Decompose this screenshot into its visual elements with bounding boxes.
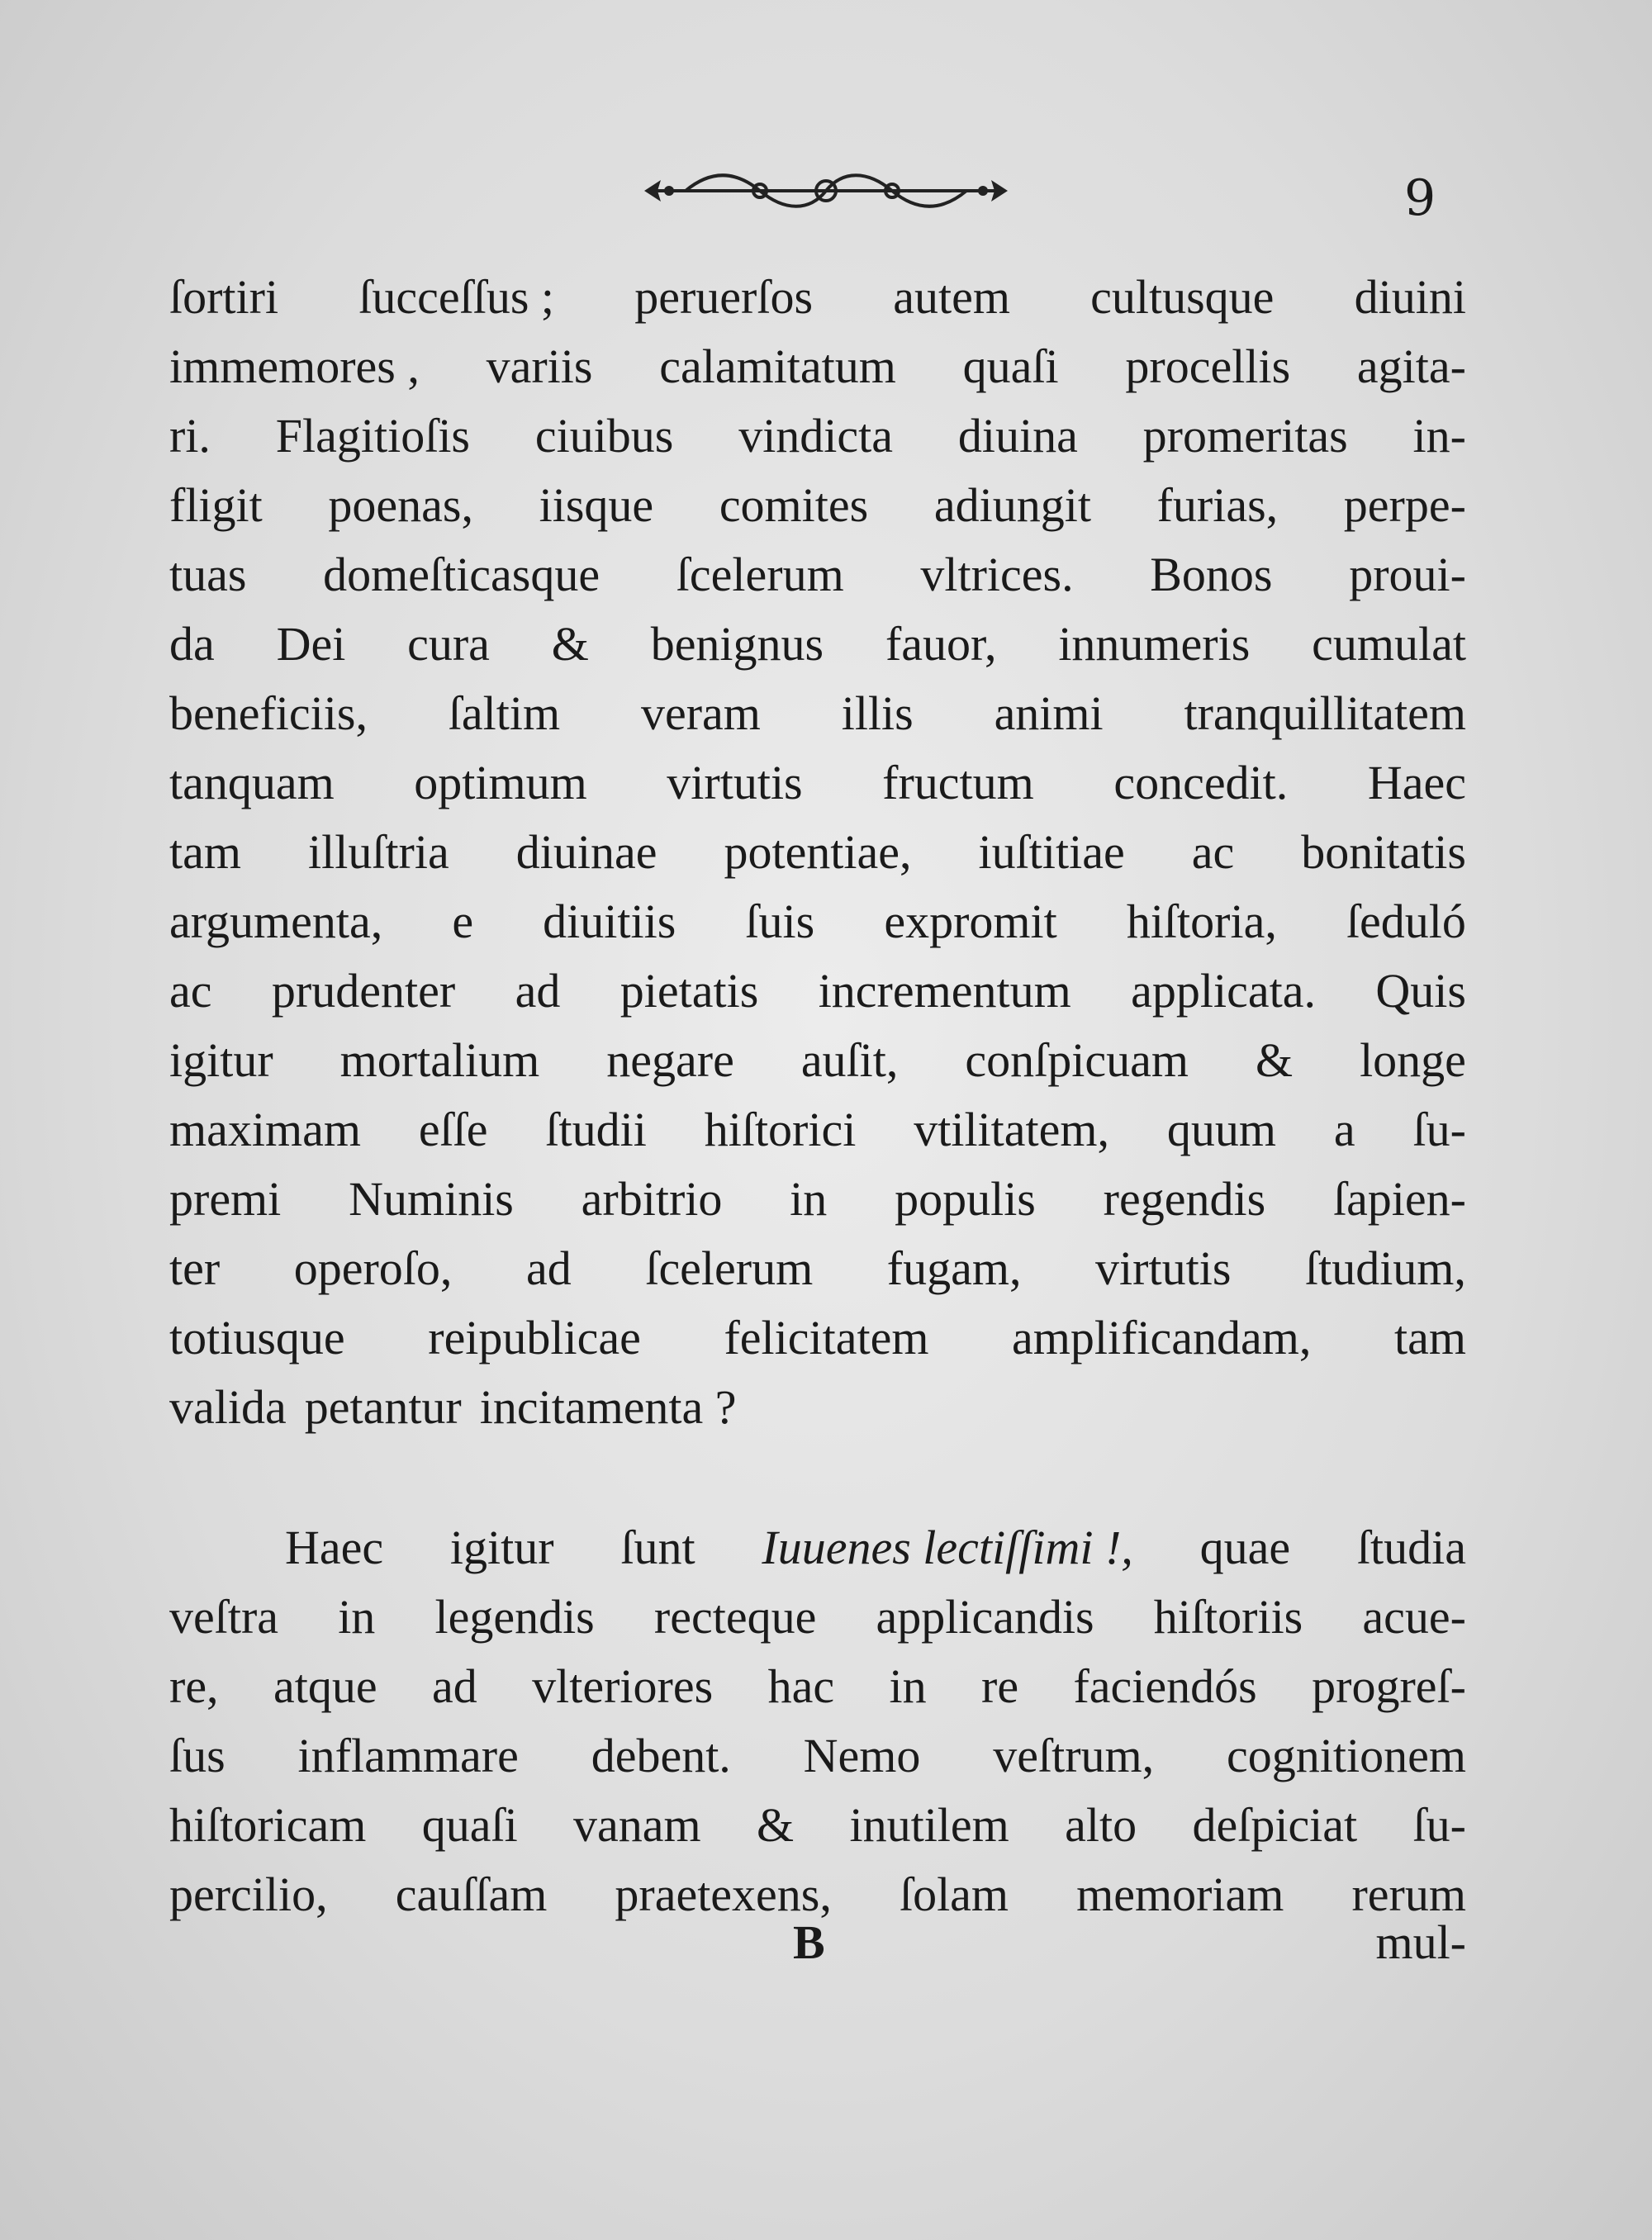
text-line [169, 401, 1466, 471]
word: veſtra [169, 1590, 279, 1644]
text-line [169, 540, 1466, 610]
word: alto [1065, 1798, 1137, 1852]
word: quum [1166, 1103, 1276, 1156]
text-line [169, 679, 1466, 748]
word: populis [895, 1172, 1036, 1226]
word: applicandis [876, 1590, 1094, 1644]
word: beneficiis, [169, 686, 368, 740]
text-line [169, 1791, 1466, 1860]
word: potentiae, [724, 825, 912, 879]
word: promeritas [1142, 409, 1348, 463]
word: Numinis [349, 1172, 514, 1226]
word: ad [526, 1241, 572, 1295]
word: hiſtoricam [169, 1798, 367, 1852]
word: fugam, [886, 1241, 1022, 1295]
word: ter [169, 1241, 221, 1295]
body-text [169, 263, 1466, 1929]
word: Dei [276, 617, 346, 671]
word: calamitatum [659, 339, 896, 393]
word: in- [1412, 409, 1466, 463]
word: veſtrum, [993, 1729, 1155, 1782]
word: amplificandam, [1012, 1311, 1312, 1364]
word: diuina [957, 409, 1078, 463]
word: hiſtoriis [1153, 1590, 1303, 1644]
word: proui- [1349, 548, 1466, 601]
word: Iuuenes lectiſſimi !, [762, 1521, 1133, 1574]
text-line [169, 1583, 1466, 1652]
text-line [169, 1234, 1466, 1303]
word: tam [169, 825, 241, 879]
word: quaſi [962, 339, 1059, 393]
paragraph-2 [169, 1513, 1466, 1929]
word: innumeris [1058, 617, 1251, 671]
word: incrementum [818, 964, 1071, 1018]
word: Quis [1375, 964, 1466, 1018]
word: expromit [884, 895, 1057, 948]
word: Nemo [803, 1729, 921, 1782]
word: virtutis [1095, 1241, 1232, 1295]
word: faciendós [1073, 1659, 1257, 1713]
word: fligit [169, 478, 263, 532]
word: immemores , [169, 339, 420, 393]
word: Haec [285, 1521, 384, 1574]
word: ac [169, 964, 212, 1018]
word: peruerſos [634, 270, 814, 324]
word: acue- [1362, 1590, 1466, 1644]
word: ſolam [899, 1867, 1009, 1921]
page-footer [169, 1915, 1466, 1989]
word: quaſi [421, 1798, 518, 1852]
word: agita- [1356, 339, 1466, 393]
word: negare [606, 1033, 734, 1087]
word: adiungit [933, 478, 1091, 532]
word: diuini [1354, 270, 1466, 324]
word: ſuis [745, 895, 815, 948]
word: progreſ- [1312, 1659, 1466, 1713]
text-line [169, 1303, 1466, 1373]
word: re, [169, 1659, 219, 1713]
word: diuinae [515, 825, 657, 879]
word: tuas [169, 548, 247, 601]
word: ſaltim [448, 686, 561, 740]
word: ſcelerum [645, 1241, 814, 1295]
signature-mark: B [793, 1915, 825, 1969]
word: ciuibus [534, 409, 674, 463]
word: debent. [591, 1729, 731, 1782]
word: felicitatem [724, 1311, 929, 1364]
word: ac [1191, 825, 1235, 879]
word: perpe- [1343, 478, 1466, 532]
word: legendis [434, 1590, 595, 1644]
word: in [338, 1590, 376, 1644]
word: cura [407, 617, 490, 671]
word: maximam [169, 1103, 361, 1156]
word: memoriam [1076, 1867, 1284, 1921]
text-line [169, 818, 1466, 887]
word: ſucceſſus ; [358, 270, 555, 324]
word: ſcelerum [676, 548, 844, 601]
word: Haec [1367, 756, 1466, 809]
word: concedit. [1113, 756, 1289, 809]
word: igitur [449, 1521, 554, 1574]
word: cumulat [1312, 617, 1466, 671]
word: veram [640, 686, 761, 740]
word: longe [1360, 1033, 1466, 1087]
word: iuſtitiae [978, 825, 1125, 879]
word: benignus [650, 617, 824, 671]
word: valida [169, 1380, 287, 1434]
word: reipublicae [428, 1311, 641, 1364]
word: animi [994, 686, 1104, 740]
word: hiſtoria, [1126, 895, 1277, 948]
paragraph-1 [169, 263, 1466, 1442]
text-line [169, 887, 1466, 956]
word: ſtudia [1356, 1521, 1466, 1574]
text-line [169, 1095, 1466, 1165]
word: fructum [882, 756, 1034, 809]
word: argumenta, [169, 895, 383, 948]
word: ſunt [620, 1521, 695, 1574]
word: ſapien- [1332, 1172, 1466, 1226]
word: virtutis [667, 756, 803, 809]
word: praetexens, [615, 1867, 832, 1921]
word: totiusque [169, 1311, 345, 1364]
word: vindicta [738, 409, 894, 463]
word: fauor, [885, 617, 997, 671]
word: rerum [1351, 1867, 1466, 1921]
word: quae [1199, 1521, 1291, 1574]
word: bonitatis [1301, 825, 1466, 879]
word: prudenter [271, 964, 456, 1018]
word: variis [486, 339, 593, 393]
text-line [169, 471, 1466, 540]
word: iisque [539, 478, 654, 532]
word: diuitiis [543, 895, 676, 948]
word: re [981, 1659, 1019, 1713]
word: vlteriores [532, 1659, 714, 1713]
word: mortalium [339, 1033, 540, 1087]
word: cauſſam [395, 1867, 548, 1921]
text-line [169, 610, 1466, 679]
word: & [757, 1798, 795, 1852]
text-line [169, 1513, 1466, 1583]
word: procellis [1125, 339, 1291, 393]
word: vltrices. [920, 548, 1074, 601]
word: & [551, 617, 589, 671]
word: eſſe [418, 1103, 488, 1156]
word: premi [169, 1172, 282, 1226]
word: illuſtria [307, 825, 449, 879]
word: regendis [1103, 1172, 1266, 1226]
paragraph-gap [169, 1442, 1466, 1513]
text-line [169, 956, 1466, 1026]
word: & [1255, 1033, 1294, 1087]
word: ſtudii [545, 1103, 647, 1156]
word: recteque [653, 1590, 817, 1644]
word: petantur [304, 1380, 462, 1434]
text-line [169, 1165, 1466, 1234]
word: ſtudium, [1304, 1241, 1466, 1295]
word: in [889, 1659, 927, 1713]
word: hac [767, 1659, 835, 1713]
word: auſit, [800, 1033, 899, 1087]
word: arbitrio [581, 1172, 723, 1226]
word: ſu- [1412, 1103, 1466, 1156]
word: comites [719, 478, 869, 532]
word: Flagitioſis [275, 409, 471, 463]
word: ſeduló [1346, 895, 1466, 948]
word: ſortiri [169, 270, 279, 324]
word: pietatis [620, 964, 759, 1018]
word: autem [893, 270, 1010, 324]
word: ad [515, 964, 561, 1018]
word: applicata. [1131, 964, 1316, 1018]
word: deſpiciat [1192, 1798, 1358, 1852]
word: domeſticasque [323, 548, 601, 601]
word: ſu- [1412, 1798, 1466, 1852]
word: optimum [414, 756, 587, 809]
word: a [1333, 1103, 1355, 1156]
decorative-ornament [636, 162, 1016, 220]
word: Bonos [1150, 548, 1273, 601]
word: percilio, [169, 1867, 328, 1921]
word: ſus [169, 1729, 225, 1782]
word: cultusque [1090, 270, 1275, 324]
word: ad [431, 1659, 477, 1713]
text-line [169, 1721, 1466, 1791]
page-number: 9 [1404, 169, 1436, 227]
word: vanam [573, 1798, 701, 1852]
word: vtilitatem, [914, 1103, 1110, 1156]
text-line [169, 1373, 1466, 1442]
text-line [169, 1026, 1466, 1095]
word: illis [841, 686, 914, 740]
word: tranquillitatem [1184, 686, 1466, 740]
word: tanquam [169, 756, 335, 809]
word: hiſtorici [704, 1103, 857, 1156]
text-line [169, 1652, 1466, 1721]
word: inutilem [849, 1798, 1009, 1852]
word: atque [273, 1659, 377, 1713]
word: ri. [169, 409, 211, 463]
text-line [169, 748, 1466, 818]
word: operoſo, [293, 1241, 453, 1295]
word: in [790, 1172, 828, 1226]
word: e [452, 895, 474, 948]
text-line [169, 263, 1466, 332]
text-line [169, 332, 1466, 401]
word: cognitionem [1227, 1729, 1466, 1782]
word: incitamenta ? [479, 1380, 737, 1434]
catchword: mul- [1375, 1915, 1466, 1969]
word: igitur [169, 1033, 273, 1087]
word: inflammare [297, 1729, 519, 1782]
word: tam [1393, 1311, 1466, 1364]
word: furias, [1156, 478, 1279, 532]
word: conſpicuam [965, 1033, 1189, 1087]
word: poenas, [328, 478, 473, 532]
word: da [169, 617, 215, 671]
